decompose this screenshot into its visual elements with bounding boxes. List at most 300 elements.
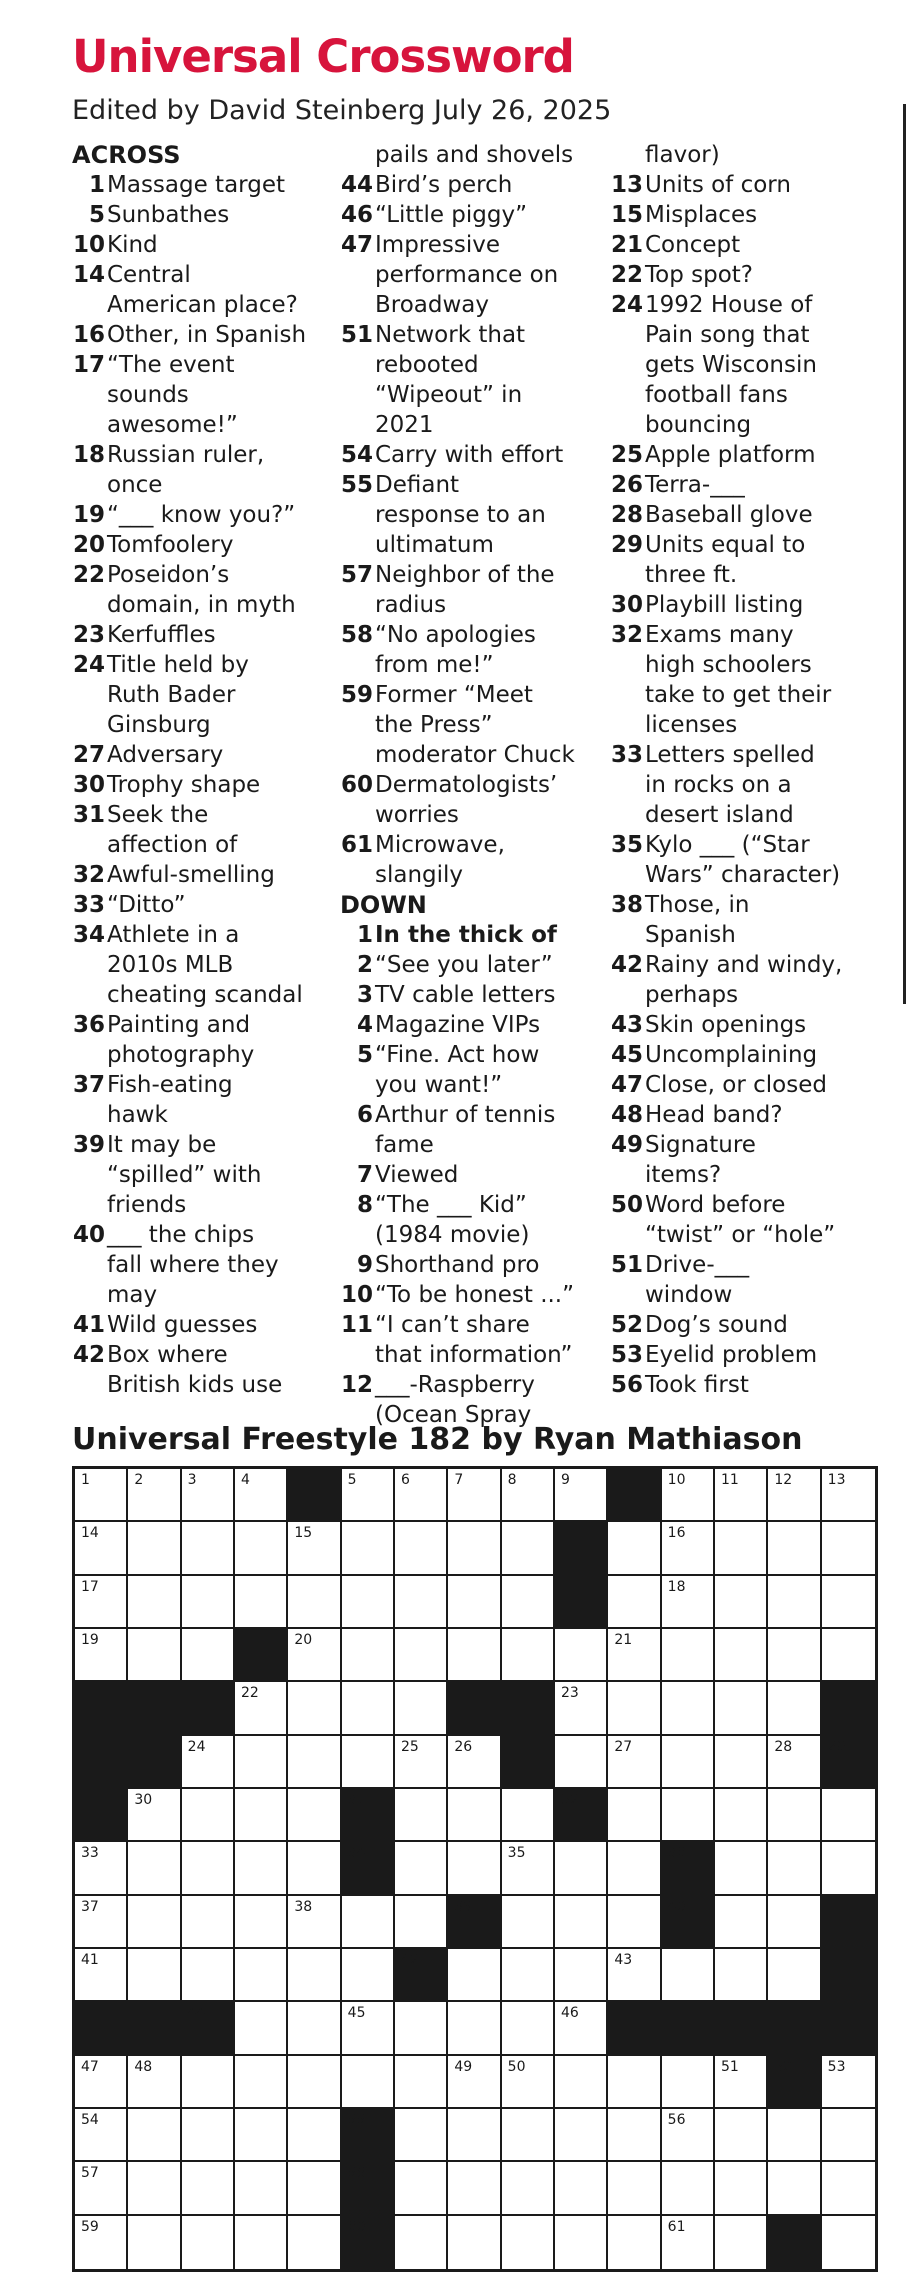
grid-cell[interactable]: [768, 2109, 821, 2162]
grid-cell[interactable]: [662, 1576, 715, 1629]
grid-cell[interactable]: [715, 1736, 768, 1789]
grid-cell[interactable]: [182, 1896, 235, 1949]
clue[interactable]: [72, 770, 332, 800]
grid-cell[interactable]: [288, 1949, 341, 2002]
grid-cell[interactable]: [502, 1629, 555, 1682]
grid-cell[interactable]: [608, 2216, 661, 2269]
grid-cell[interactable]: [395, 1522, 448, 1575]
grid-cell[interactable]: [555, 1949, 608, 2002]
clue[interactable]: [340, 830, 600, 890]
grid-cell[interactable]: [288, 1576, 341, 1629]
clue[interactable]: [340, 560, 600, 620]
grid-cell[interactable]: [128, 1896, 181, 1949]
clue-text: Athlete in a: [107, 922, 240, 948]
grid-cell[interactable]: [182, 1629, 235, 1682]
cell-number: 12: [774, 1472, 793, 1488]
grid-cell[interactable]: [555, 1682, 608, 1735]
grid-cell[interactable]: [555, 1629, 608, 1682]
grid-cell[interactable]: [235, 2162, 288, 2215]
clue[interactable]: [72, 860, 332, 890]
grid-cell[interactable]: [235, 1842, 288, 1895]
grid-cell[interactable]: [555, 2162, 608, 2215]
grid-cell[interactable]: [128, 2056, 181, 2109]
grid-cell[interactable]: [182, 2109, 235, 2162]
cell-number: 34: [347, 1845, 366, 1862]
grid-cell[interactable]: [182, 2056, 235, 2109]
clue[interactable]: [610, 590, 870, 620]
grid-cell[interactable]: [822, 2216, 875, 2269]
grid-cell[interactable]: [182, 1469, 235, 1522]
grid-cell[interactable]: [182, 1736, 235, 1789]
grid-block: [288, 1469, 341, 1522]
grid-cell[interactable]: [395, 1682, 448, 1735]
grid-cell[interactable]: [235, 1736, 288, 1789]
clue[interactable]: [340, 1010, 600, 1040]
grid-cell[interactable]: [75, 1522, 128, 1575]
grid-cell[interactable]: [128, 1469, 181, 1522]
grid-cell[interactable]: [555, 2216, 608, 2269]
clue[interactable]: [610, 170, 870, 200]
grid-cell[interactable]: [502, 2109, 555, 2162]
grid-cell[interactable]: [502, 1522, 555, 1575]
grid-cell[interactable]: [662, 1629, 715, 1682]
clue[interactable]: [72, 1340, 332, 1400]
grid-cell[interactable]: [128, 2109, 181, 2162]
grid-cell[interactable]: [235, 1789, 288, 1842]
clue-text: It may be: [107, 1132, 217, 1158]
clue[interactable]: [610, 620, 870, 740]
clue[interactable]: [610, 500, 870, 530]
grid-block: [822, 1736, 875, 1789]
clue[interactable]: [610, 950, 870, 1010]
clue[interactable]: [340, 1040, 600, 1100]
grid-cell[interactable]: [128, 1576, 181, 1629]
grid-cell[interactable]: [662, 2216, 715, 2269]
grid-cell[interactable]: [288, 1896, 341, 1949]
grid-cell[interactable]: [768, 1629, 821, 1682]
grid-cell[interactable]: [555, 1842, 608, 1895]
clue-text: Pain song that: [645, 322, 810, 348]
grid-cell[interactable]: [342, 1682, 395, 1735]
grid-cell[interactable]: [182, 1842, 235, 1895]
grid-cell[interactable]: [395, 1896, 448, 1949]
clue[interactable]: [72, 740, 332, 770]
grid-cell[interactable]: [662, 1736, 715, 1789]
grid-cell[interactable]: [608, 1522, 661, 1575]
grid-cell[interactable]: [502, 1469, 555, 1522]
clue[interactable]: [610, 140, 870, 170]
clue[interactable]: [340, 1100, 600, 1160]
clue[interactable]: [340, 950, 600, 980]
grid-cell[interactable]: [235, 1896, 288, 1949]
grid-cell[interactable]: [448, 2109, 501, 2162]
clue[interactable]: [610, 260, 870, 290]
clue-number: 30: [72, 772, 105, 798]
clue-text: “No apologies: [375, 622, 536, 648]
grid-cell[interactable]: [75, 1896, 128, 1949]
grid-cell[interactable]: [715, 2056, 768, 2109]
grid-cell[interactable]: [288, 2162, 341, 2215]
grid-cell[interactable]: [128, 2162, 181, 2215]
grid-cell[interactable]: [288, 1789, 341, 1842]
grid-cell[interactable]: [608, 2109, 661, 2162]
grid-cell[interactable]: [502, 1949, 555, 2002]
grid-cell[interactable]: [608, 1682, 661, 1735]
clue[interactable]: [340, 440, 600, 470]
clue[interactable]: [610, 470, 870, 500]
clue-text: Terra-___: [645, 472, 745, 498]
clue[interactable]: [340, 1310, 600, 1370]
grid-cell[interactable]: [448, 1576, 501, 1629]
grid-cell[interactable]: [448, 1736, 501, 1789]
grid-cell[interactable]: [555, 1896, 608, 1949]
grid-cell[interactable]: [608, 2056, 661, 2109]
grid-cell[interactable]: [182, 2162, 235, 2215]
clue[interactable]: [72, 530, 332, 560]
grid-cell[interactable]: [75, 1629, 128, 1682]
clue[interactable]: [610, 1370, 870, 1400]
grid-cell[interactable]: [342, 1896, 395, 1949]
grid-cell[interactable]: [395, 1842, 448, 1895]
grid-cell[interactable]: [395, 1736, 448, 1789]
clue-text: Uncomplaining: [645, 1042, 818, 1068]
grid-cell[interactable]: [715, 1576, 768, 1629]
grid-cell[interactable]: [448, 1629, 501, 1682]
cell-number: 36: [667, 1845, 686, 1862]
grid-cell[interactable]: [768, 1682, 821, 1735]
grid-cell[interactable]: [448, 1842, 501, 1895]
grid-cell[interactable]: [128, 1522, 181, 1575]
grid-cell[interactable]: [128, 1629, 181, 1682]
clue-number: 32: [610, 622, 643, 648]
clue-column-2: [340, 140, 600, 1430]
grid-cell[interactable]: [342, 1576, 395, 1629]
grid-cell[interactable]: [608, 1949, 661, 2002]
clue[interactable]: [72, 890, 332, 920]
grid-cell[interactable]: [608, 1629, 661, 1682]
grid-cell[interactable]: [502, 1842, 555, 1895]
grid-cell[interactable]: [715, 2162, 768, 2215]
clue[interactable]: [340, 620, 600, 680]
cell-number: 21: [614, 1631, 633, 1648]
grid-cell[interactable]: [75, 2056, 128, 2109]
clue[interactable]: [340, 1280, 600, 1310]
clue[interactable]: [610, 1070, 870, 1100]
cell-number: 5: [347, 1472, 357, 1488]
clue-text: “The event: [107, 352, 235, 378]
grid-cell[interactable]: [128, 1842, 181, 1895]
grid-cell[interactable]: [768, 1576, 821, 1629]
grid-cell[interactable]: [235, 1522, 288, 1575]
grid-cell[interactable]: [395, 1469, 448, 1522]
grid-cell[interactable]: [75, 2216, 128, 2269]
grid-cell[interactable]: [395, 2002, 448, 2055]
cell-number: 17: [81, 1578, 99, 1595]
clue-text: Box where: [107, 1342, 228, 1368]
grid-cell[interactable]: [502, 2162, 555, 2215]
clue[interactable]: [610, 1040, 870, 1070]
grid-cell[interactable]: [448, 1949, 501, 2002]
grid-cell[interactable]: [235, 2216, 288, 2269]
clue[interactable]: [340, 1160, 600, 1190]
grid-cell[interactable]: [555, 1469, 608, 1522]
grid-cell[interactable]: [448, 2002, 501, 2055]
grid-cell[interactable]: [342, 1736, 395, 1789]
clue[interactable]: [610, 1190, 870, 1250]
grid-cell[interactable]: [448, 2162, 501, 2215]
clue[interactable]: [72, 920, 332, 1010]
grid-cell[interactable]: [395, 2216, 448, 2269]
grid-cell[interactable]: [608, 1842, 661, 1895]
clue[interactable]: [610, 440, 870, 470]
grid-cell[interactable]: [555, 2002, 608, 2055]
grid-cell[interactable]: [715, 1789, 768, 1842]
clue[interactable]: [340, 170, 600, 200]
grid-cell[interactable]: [128, 1789, 181, 1842]
grid-cell[interactable]: [342, 2056, 395, 2109]
grid-cell[interactable]: [75, 2109, 128, 2162]
grid-cell[interactable]: [715, 2216, 768, 2269]
clue-text: licenses: [645, 712, 738, 738]
grid-cell[interactable]: [395, 1629, 448, 1682]
clue[interactable]: [340, 770, 600, 830]
grid-cell[interactable]: [715, 1522, 768, 1575]
grid-cell[interactable]: [822, 1522, 875, 1575]
clue-text: “The ___ Kid”: [375, 1192, 527, 1218]
grid-cell[interactable]: [662, 1522, 715, 1575]
clue[interactable]: [72, 800, 332, 860]
clue[interactable]: [340, 200, 600, 230]
grid-cell[interactable]: [822, 1789, 875, 1842]
grid-cell[interactable]: [75, 1469, 128, 1522]
grid-cell[interactable]: [235, 1682, 288, 1735]
grid-cell[interactable]: [235, 1576, 288, 1629]
grid-cell[interactable]: [288, 2002, 341, 2055]
clue[interactable]: [72, 440, 332, 500]
clue[interactable]: [610, 1010, 870, 1040]
clue[interactable]: [340, 680, 600, 770]
grid-cell[interactable]: [182, 1789, 235, 1842]
clue-number: 9: [356, 1252, 373, 1278]
clue[interactable]: [610, 290, 870, 440]
grid-cell[interactable]: [448, 1469, 501, 1522]
clue[interactable]: [72, 320, 332, 350]
clue[interactable]: [610, 230, 870, 260]
grid-cell[interactable]: [608, 1896, 661, 1949]
grid-cell[interactable]: [342, 1949, 395, 2002]
clue[interactable]: [340, 1250, 600, 1280]
grid-cell[interactable]: [715, 1469, 768, 1522]
clue[interactable]: [72, 1310, 332, 1340]
grid-cell[interactable]: [288, 1736, 341, 1789]
clue[interactable]: [340, 980, 600, 1010]
grid-cell[interactable]: [235, 1949, 288, 2002]
grid-cell[interactable]: [768, 1789, 821, 1842]
clue[interactable]: [340, 470, 600, 560]
grid-cell[interactable]: [235, 2002, 288, 2055]
clue[interactable]: [610, 200, 870, 230]
grid-cell[interactable]: [502, 2056, 555, 2109]
clue-text: “Little piggy”: [375, 202, 528, 228]
grid-cell[interactable]: [715, 1682, 768, 1735]
grid-cell[interactable]: [182, 2216, 235, 2269]
grid-cell[interactable]: [342, 1629, 395, 1682]
grid-cell[interactable]: [288, 2216, 341, 2269]
cell-number: 48: [134, 2058, 153, 2075]
crossword-grid[interactable]: [72, 1466, 878, 2272]
grid-cell[interactable]: [768, 1949, 821, 2002]
grid-cell[interactable]: [502, 1896, 555, 1949]
grid-cell[interactable]: [715, 1842, 768, 1895]
grid-cell[interactable]: [555, 2109, 608, 2162]
cell-number: 6: [400, 1472, 410, 1488]
clue[interactable]: [610, 1250, 870, 1310]
clue-number: 22: [72, 562, 105, 588]
grid-cell[interactable]: [555, 1736, 608, 1789]
grid-cell[interactable]: [608, 1789, 661, 1842]
clue[interactable]: [72, 1130, 332, 1220]
grid-cell[interactable]: [502, 2216, 555, 2269]
clue[interactable]: [72, 620, 332, 650]
clue[interactable]: [72, 560, 332, 620]
grid-cell[interactable]: [182, 1576, 235, 1629]
grid-cell[interactable]: [448, 2056, 501, 2109]
grid-cell[interactable]: [448, 1789, 501, 1842]
grid-cell[interactable]: [235, 2109, 288, 2162]
clue-number: 52: [610, 1312, 643, 1338]
grid-cell[interactable]: [448, 1522, 501, 1575]
grid-cell[interactable]: [768, 1736, 821, 1789]
grid-cell[interactable]: [288, 1682, 341, 1735]
clue[interactable]: [610, 1100, 870, 1130]
grid-cell[interactable]: [288, 1629, 341, 1682]
grid-cell[interactable]: [75, 2162, 128, 2215]
grid-cell[interactable]: [608, 2162, 661, 2215]
cell-number: 19: [81, 1631, 99, 1648]
clue[interactable]: [610, 530, 870, 590]
grid-cell[interactable]: [502, 1576, 555, 1629]
grid-cell[interactable]: [75, 1842, 128, 1895]
clue[interactable]: [72, 1070, 332, 1130]
grid-cell[interactable]: [502, 1789, 555, 1842]
grid-cell[interactable]: [75, 1949, 128, 2002]
grid-cell[interactable]: [662, 1469, 715, 1522]
grid-cell[interactable]: [75, 1576, 128, 1629]
grid-cell[interactable]: [288, 2109, 341, 2162]
clue[interactable]: [72, 230, 332, 260]
clue-text: Skin openings: [645, 1012, 807, 1038]
grid-cell[interactable]: [342, 2002, 395, 2055]
clue[interactable]: [72, 1220, 332, 1310]
clue[interactable]: [610, 740, 870, 830]
grid-cell[interactable]: [822, 2162, 875, 2215]
clue-text: Tomfoolery: [107, 532, 234, 558]
clue[interactable]: [72, 350, 332, 440]
grid-cell[interactable]: [662, 1682, 715, 1735]
grid-block: [822, 1949, 875, 2002]
grid-cell[interactable]: [715, 1629, 768, 1682]
clue[interactable]: [340, 1370, 600, 1430]
grid-cell[interactable]: [342, 1522, 395, 1575]
grid-cell[interactable]: [182, 1949, 235, 2002]
grid-cell[interactable]: [662, 2109, 715, 2162]
clue[interactable]: [610, 1340, 870, 1370]
clue[interactable]: [72, 260, 332, 320]
grid-cell[interactable]: [395, 2056, 448, 2109]
grid-cell[interactable]: [288, 2056, 341, 2109]
grid-block: [75, 2002, 128, 2055]
cell-number: 42: [400, 1951, 419, 1968]
clue[interactable]: [610, 890, 870, 950]
clue-text: Word before: [645, 1192, 786, 1218]
grid-cell[interactable]: [288, 1522, 341, 1575]
clue[interactable]: [340, 140, 600, 170]
grid-cell[interactable]: [502, 2002, 555, 2055]
grid-cell[interactable]: [662, 2056, 715, 2109]
grid-cell[interactable]: [395, 2109, 448, 2162]
clue[interactable]: [340, 230, 600, 320]
grid-cell[interactable]: [608, 1736, 661, 1789]
grid-cell[interactable]: [822, 2056, 875, 2109]
grid-cell[interactable]: [768, 2162, 821, 2215]
clue[interactable]: [72, 650, 332, 740]
grid-cell[interactable]: [448, 2216, 501, 2269]
cell-number: 44: [187, 2005, 206, 2022]
grid-cell[interactable]: [822, 1469, 875, 1522]
grid-cell[interactable]: [128, 2216, 181, 2269]
grid-cell[interactable]: [768, 1522, 821, 1575]
grid-cell[interactable]: [608, 1576, 661, 1629]
grid-cell[interactable]: [768, 1842, 821, 1895]
grid-cell[interactable]: [715, 2109, 768, 2162]
clue[interactable]: [72, 200, 332, 230]
grid-cell[interactable]: [235, 1469, 288, 1522]
grid-cell[interactable]: [395, 2162, 448, 2215]
grid-cell[interactable]: [768, 1896, 821, 1949]
grid-cell[interactable]: [822, 2109, 875, 2162]
grid-cell[interactable]: [662, 2162, 715, 2215]
grid-cell[interactable]: [822, 1629, 875, 1682]
clue-number: 6: [356, 1102, 373, 1128]
grid-cell[interactable]: [715, 1949, 768, 2002]
grid-cell[interactable]: [128, 1949, 181, 2002]
clue[interactable]: [610, 1130, 870, 1190]
clue[interactable]: [72, 1010, 332, 1070]
clue[interactable]: [340, 1190, 600, 1250]
grid-cell[interactable]: [662, 1789, 715, 1842]
grid-cell[interactable]: [288, 1842, 341, 1895]
clue[interactable]: [72, 500, 332, 530]
grid-cell[interactable]: [235, 2056, 288, 2109]
grid-cell[interactable]: [822, 1576, 875, 1629]
grid-cell[interactable]: [822, 1842, 875, 1895]
grid-cell[interactable]: [555, 2056, 608, 2109]
grid-cell[interactable]: [395, 1576, 448, 1629]
clue[interactable]: [72, 170, 332, 200]
clue-number: 51: [340, 322, 373, 348]
clue[interactable]: [610, 1310, 870, 1340]
clue[interactable]: [340, 920, 600, 950]
clue[interactable]: [610, 830, 870, 890]
grid-cell[interactable]: [715, 1896, 768, 1949]
clue-number: 54: [340, 442, 373, 468]
grid-cell[interactable]: [662, 1949, 715, 2002]
grid-cell[interactable]: [395, 1789, 448, 1842]
grid-cell[interactable]: [768, 1469, 821, 1522]
grid-cell[interactable]: [342, 1469, 395, 1522]
grid-cell[interactable]: [182, 1522, 235, 1575]
clue[interactable]: [340, 320, 600, 440]
